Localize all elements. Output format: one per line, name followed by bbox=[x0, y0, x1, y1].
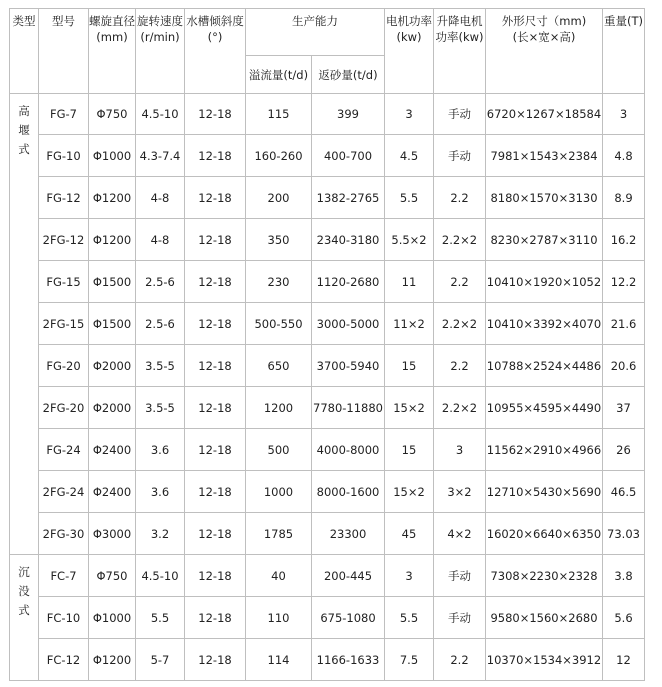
diameter-cell: Φ1200 bbox=[89, 639, 136, 681]
speed-cell: 4.5-10 bbox=[136, 94, 185, 135]
dimensions-cell: 11562×2910×4966 bbox=[486, 429, 603, 471]
tilt-cell: 12-18 bbox=[185, 429, 246, 471]
table-row bbox=[10, 639, 645, 681]
model-cell: FC-12 bbox=[39, 639, 89, 681]
header-dimensions-line1: 外形尺寸（mm) bbox=[501, 14, 587, 28]
model-cell: 2FG-12 bbox=[39, 219, 89, 261]
header-diameter-line1: 螺旋直径 bbox=[89, 14, 135, 28]
sand-return-cell: 3700-5940 bbox=[312, 345, 385, 387]
model-cell: FG-12 bbox=[39, 177, 89, 219]
diameter-cell: Φ2000 bbox=[89, 387, 136, 429]
type-char: 高 bbox=[18, 104, 30, 118]
weight-cell: 12 bbox=[603, 639, 645, 681]
lift-cell: 3 bbox=[434, 429, 486, 471]
overflow-cell: 1200 bbox=[246, 387, 312, 429]
sand-return-cell: 400-700 bbox=[312, 135, 385, 177]
dimensions-cell: 10410×3392×4070 bbox=[486, 303, 603, 345]
speed-cell: 3.2 bbox=[136, 513, 185, 555]
overflow-cell: 650 bbox=[246, 345, 312, 387]
overflow-cell: 1785 bbox=[246, 513, 312, 555]
header-lift bbox=[434, 9, 486, 94]
header-dimensions-line2: (长×宽×高) bbox=[512, 30, 576, 44]
weight-cell: 3 bbox=[603, 94, 645, 135]
table-row bbox=[10, 94, 645, 135]
weight-cell: 5.6 bbox=[603, 597, 645, 639]
sand-return-cell: 200-445 bbox=[312, 555, 385, 597]
dimensions-cell: 6720×1267×18584 bbox=[486, 94, 603, 135]
spec-table bbox=[9, 8, 645, 681]
motor-cell: 4.5 bbox=[385, 135, 434, 177]
dimensions-cell: 8230×2787×3110 bbox=[486, 219, 603, 261]
diameter-cell: Φ1200 bbox=[89, 177, 136, 219]
weight-cell: 3.8 bbox=[603, 555, 645, 597]
tilt-cell: 12-18 bbox=[185, 303, 246, 345]
table-row bbox=[10, 345, 645, 387]
diameter-cell: Φ2400 bbox=[89, 429, 136, 471]
dimensions-cell: 9580×1560×2680 bbox=[486, 597, 603, 639]
motor-cell: 15 bbox=[385, 429, 434, 471]
lift-cell: 手动 bbox=[434, 555, 486, 597]
motor-cell: 15×2 bbox=[385, 387, 434, 429]
tilt-cell: 12-18 bbox=[185, 219, 246, 261]
diameter-cell: Φ2400 bbox=[89, 471, 136, 513]
header-dimensions bbox=[486, 9, 603, 94]
header-motor-line1: 电机功率 bbox=[386, 14, 432, 28]
model-cell: FG-7 bbox=[39, 94, 89, 135]
type-group-cell bbox=[10, 94, 39, 555]
table-row bbox=[10, 471, 645, 513]
tilt-cell: 12-18 bbox=[185, 387, 246, 429]
model-cell: FC-10 bbox=[39, 597, 89, 639]
header-model: 型号 bbox=[39, 9, 89, 94]
motor-cell: 45 bbox=[385, 513, 434, 555]
header-capacity: 生产能力 bbox=[246, 9, 385, 56]
lift-cell: 2.2 bbox=[434, 345, 486, 387]
sand-return-cell: 1166-1633 bbox=[312, 639, 385, 681]
diameter-cell: Φ1000 bbox=[89, 135, 136, 177]
dimensions-cell: 8180×1570×3130 bbox=[486, 177, 603, 219]
dimensions-cell: 10410×1920×1052 bbox=[486, 261, 603, 303]
overflow-cell: 230 bbox=[246, 261, 312, 303]
speed-cell: 2.5-6 bbox=[136, 261, 185, 303]
weight-cell: 8.9 bbox=[603, 177, 645, 219]
diameter-cell: Φ3000 bbox=[89, 513, 136, 555]
type-char: 式 bbox=[18, 142, 30, 156]
motor-cell: 5.5 bbox=[385, 177, 434, 219]
model-cell: FC-7 bbox=[39, 555, 89, 597]
speed-cell: 4.3-7.4 bbox=[136, 135, 185, 177]
overflow-cell: 1000 bbox=[246, 471, 312, 513]
model-cell: FG-15 bbox=[39, 261, 89, 303]
table-row bbox=[10, 429, 645, 471]
weight-cell: 4.8 bbox=[603, 135, 645, 177]
tilt-cell: 12-18 bbox=[185, 177, 246, 219]
motor-cell: 11 bbox=[385, 261, 434, 303]
lift-cell: 手动 bbox=[434, 135, 486, 177]
overflow-cell: 115 bbox=[246, 94, 312, 135]
header-weight: 重量(T) bbox=[603, 9, 645, 94]
overflow-cell: 40 bbox=[246, 555, 312, 597]
dimensions-cell: 10955×4595×4490 bbox=[486, 387, 603, 429]
dimensions-cell: 7308×2230×2328 bbox=[486, 555, 603, 597]
sand-return-cell: 3000-5000 bbox=[312, 303, 385, 345]
diameter-cell: Φ750 bbox=[89, 555, 136, 597]
diameter-cell: Φ750 bbox=[89, 94, 136, 135]
weight-cell: 20.6 bbox=[603, 345, 645, 387]
tilt-cell: 12-18 bbox=[185, 513, 246, 555]
diameter-cell: Φ1500 bbox=[89, 261, 136, 303]
dimensions-cell: 12710×5430×5690 bbox=[486, 471, 603, 513]
sand-return-cell: 399 bbox=[312, 94, 385, 135]
weight-cell: 21.6 bbox=[603, 303, 645, 345]
weight-cell: 46.5 bbox=[603, 471, 645, 513]
table-row bbox=[10, 555, 645, 597]
sand-return-cell: 675-1080 bbox=[312, 597, 385, 639]
tilt-cell: 12-18 bbox=[185, 639, 246, 681]
weight-cell: 73.03 bbox=[603, 513, 645, 555]
lift-cell: 手动 bbox=[434, 597, 486, 639]
type-char: 式 bbox=[18, 603, 30, 617]
weight-cell: 37 bbox=[603, 387, 645, 429]
sand-return-cell: 4000-8000 bbox=[312, 429, 385, 471]
dimensions-cell: 10788×2524×4486 bbox=[486, 345, 603, 387]
table-row bbox=[10, 177, 645, 219]
weight-cell: 16.2 bbox=[603, 219, 645, 261]
diameter-cell: Φ1200 bbox=[89, 219, 136, 261]
header-diameter bbox=[89, 9, 136, 94]
header-speed-line2: (r/min) bbox=[140, 30, 180, 44]
overflow-cell: 350 bbox=[246, 219, 312, 261]
header-motor-line2: (kw) bbox=[396, 30, 422, 44]
model-cell: 2FG-20 bbox=[39, 387, 89, 429]
sand-return-cell: 1382-2765 bbox=[312, 177, 385, 219]
speed-cell: 3.6 bbox=[136, 429, 185, 471]
speed-cell: 4-8 bbox=[136, 219, 185, 261]
model-cell: FG-24 bbox=[39, 429, 89, 471]
speed-cell: 3.6 bbox=[136, 471, 185, 513]
header-lift-line1: 升降电机 bbox=[436, 14, 483, 28]
tilt-cell: 12-18 bbox=[185, 597, 246, 639]
type-group-cell bbox=[10, 555, 39, 681]
speed-cell: 4-8 bbox=[136, 177, 185, 219]
speed-cell: 3.5-5 bbox=[136, 345, 185, 387]
tilt-cell: 12-18 bbox=[185, 345, 246, 387]
motor-cell: 11×2 bbox=[385, 303, 434, 345]
sand-return-cell: 8000-1600 bbox=[312, 471, 385, 513]
sand-return-cell: 1120-2680 bbox=[312, 261, 385, 303]
model-cell: 2FG-30 bbox=[39, 513, 89, 555]
tilt-cell: 12-18 bbox=[185, 471, 246, 513]
header-overflow: 溢流量(t/d) bbox=[246, 56, 312, 94]
table-row bbox=[10, 219, 645, 261]
sand-return-cell: 7780-11880 bbox=[312, 387, 385, 429]
type-char: 没 bbox=[18, 584, 30, 598]
overflow-cell: 110 bbox=[246, 597, 312, 639]
lift-cell: 2.2×2 bbox=[434, 219, 486, 261]
speed-cell: 2.5-6 bbox=[136, 303, 185, 345]
table-row bbox=[10, 303, 645, 345]
model-cell: FG-10 bbox=[39, 135, 89, 177]
table-row bbox=[10, 261, 645, 303]
weight-cell: 12.2 bbox=[603, 261, 645, 303]
overflow-cell: 160-260 bbox=[246, 135, 312, 177]
dimensions-cell: 7981×1543×2384 bbox=[486, 135, 603, 177]
tilt-cell: 12-18 bbox=[185, 555, 246, 597]
speed-cell: 5-7 bbox=[136, 639, 185, 681]
lift-cell: 2.2 bbox=[434, 639, 486, 681]
header-type: 类型 bbox=[10, 9, 39, 94]
table-row bbox=[10, 135, 645, 177]
tilt-cell: 12-18 bbox=[185, 94, 246, 135]
table-body bbox=[10, 94, 645, 681]
overflow-cell: 500-550 bbox=[246, 303, 312, 345]
tilt-cell: 12-18 bbox=[185, 261, 246, 303]
lift-cell: 3×2 bbox=[434, 471, 486, 513]
motor-cell: 7.5 bbox=[385, 639, 434, 681]
type-char: 堰 bbox=[18, 123, 30, 137]
motor-cell: 15×2 bbox=[385, 471, 434, 513]
speed-cell: 3.5-5 bbox=[136, 387, 185, 429]
header-sand-return: 返砂量(t/d) bbox=[312, 56, 385, 94]
speed-cell: 5.5 bbox=[136, 597, 185, 639]
header-speed bbox=[136, 9, 185, 94]
type-char: 沉 bbox=[18, 565, 30, 579]
diameter-cell: Φ2000 bbox=[89, 345, 136, 387]
header-diameter-line2: (mm) bbox=[96, 30, 128, 44]
diameter-cell: Φ1000 bbox=[89, 597, 136, 639]
lift-cell: 2.2×2 bbox=[434, 303, 486, 345]
model-cell: 2FG-24 bbox=[39, 471, 89, 513]
overflow-cell: 114 bbox=[246, 639, 312, 681]
header-tilt-line2: (°) bbox=[207, 30, 223, 44]
table-row bbox=[10, 513, 645, 555]
sand-return-cell: 2340-3180 bbox=[312, 219, 385, 261]
lift-cell: 手动 bbox=[434, 94, 486, 135]
speed-cell: 4.5-10 bbox=[136, 555, 185, 597]
header-lift-line2: 功率(kw) bbox=[435, 30, 484, 44]
motor-cell: 3 bbox=[385, 94, 434, 135]
dimensions-cell: 10370×1534×3912 bbox=[486, 639, 603, 681]
lift-cell: 2.2×2 bbox=[434, 387, 486, 429]
diameter-cell: Φ1500 bbox=[89, 303, 136, 345]
table-row bbox=[10, 387, 645, 429]
model-cell: 2FG-15 bbox=[39, 303, 89, 345]
weight-cell: 26 bbox=[603, 429, 645, 471]
header-motor bbox=[385, 9, 434, 94]
lift-cell: 2.2 bbox=[434, 261, 486, 303]
table-header bbox=[10, 9, 645, 94]
header-tilt bbox=[185, 9, 246, 94]
motor-cell: 15 bbox=[385, 345, 434, 387]
header-tilt-line1: 水槽倾斜度 bbox=[186, 14, 244, 28]
lift-cell: 2.2 bbox=[434, 177, 486, 219]
header-speed-line1: 旋转速度 bbox=[137, 14, 183, 28]
motor-cell: 5.5×2 bbox=[385, 219, 434, 261]
dimensions-cell: 16020×6640×6350 bbox=[486, 513, 603, 555]
sand-return-cell: 23300 bbox=[312, 513, 385, 555]
overflow-cell: 200 bbox=[246, 177, 312, 219]
table-row bbox=[10, 597, 645, 639]
motor-cell: 5.5 bbox=[385, 597, 434, 639]
lift-cell: 4×2 bbox=[434, 513, 486, 555]
tilt-cell: 12-18 bbox=[185, 135, 246, 177]
model-cell: FG-20 bbox=[39, 345, 89, 387]
overflow-cell: 500 bbox=[246, 429, 312, 471]
motor-cell: 3 bbox=[385, 555, 434, 597]
